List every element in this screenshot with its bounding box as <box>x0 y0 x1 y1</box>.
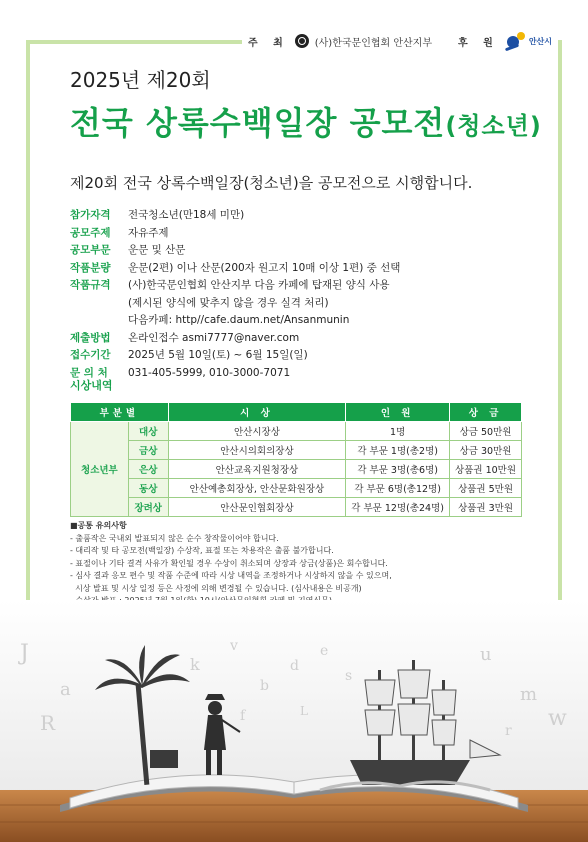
svg-text:R: R <box>40 711 56 735</box>
table-row <box>71 498 522 517</box>
intro-text: 제20회 전국 상록수백일장(청소년)을 공모전으로 시행합니다. <box>70 174 473 192</box>
info-row-eligibility <box>70 207 400 225</box>
svg-text:b: b <box>260 678 269 694</box>
header-division: 부분별 <box>71 403 169 422</box>
info-value-line: (제시된 양식에 맞추지 않을 경우 실격 처리) <box>128 296 329 309</box>
svg-text:J: J <box>20 641 29 666</box>
count-cell: 각 부문 3명(총6명) <box>346 460 450 479</box>
header-count: 인 원 <box>346 403 450 422</box>
svg-text:f: f <box>240 708 246 724</box>
prize-cell: 상금 50만원 <box>450 422 522 441</box>
prize-cell: 상품권 5만원 <box>450 479 522 498</box>
category-cell: 청소년부 <box>71 422 129 517</box>
svg-text:a: a <box>60 679 71 700</box>
svg-text:k: k <box>190 655 200 674</box>
table-row <box>71 441 522 460</box>
host-label: 주 최 <box>247 37 289 49</box>
award-cell: 안산교육지원청장상 <box>168 460 346 479</box>
header-prize: 상 금 <box>450 403 522 422</box>
count-cell: 1명 <box>346 422 450 441</box>
svg-text:L: L <box>300 704 308 718</box>
info-row-contact <box>70 365 400 383</box>
info-key: 공모부문 <box>70 244 111 256</box>
award-cell: 안산시의회의장상 <box>168 441 346 460</box>
host-name: (사)한국문인협회 안산지부 <box>314 37 432 49</box>
grade-cell: 은상 <box>128 460 168 479</box>
award-cell: 안산시장상 <box>168 422 346 441</box>
table-header-row <box>71 403 522 422</box>
note-item: - 대리작 및 타 공모전(백일장) 수상작, 표절 또는 차용작은 출품 불가합니다. <box>70 546 334 555</box>
support-label: 후 원 <box>458 37 499 49</box>
header-award: 시 상 <box>168 403 346 422</box>
grade-cell: 대상 <box>128 422 168 441</box>
table-row <box>71 460 522 479</box>
info-row-genre <box>70 242 400 260</box>
title-suffix: (청소년) <box>445 112 542 140</box>
info-value: 자유주제 <box>128 226 169 239</box>
note-item: - 출품작은 국내외 발표되지 않은 순수 창작물이어야 합니다. <box>70 533 279 543</box>
svg-text:r: r <box>505 723 512 739</box>
info-list <box>70 207 400 382</box>
writers-association-logo-icon <box>295 34 309 48</box>
info-value: 2025년 5월 10일(토) ~ 6월 15일(일) <box>128 349 308 361</box>
grade-cell: 장려상 <box>128 498 168 517</box>
info-row-format <box>70 277 400 330</box>
svg-text:s: s <box>345 668 353 684</box>
page-title <box>70 98 542 144</box>
info-key: 작품규격 <box>70 279 111 291</box>
info-row-submission <box>70 330 400 348</box>
info-key: 참가자격 <box>70 209 111 221</box>
title-text: 전국 상록수백일장 공모전 <box>70 104 446 142</box>
awards-heading: 시상내역 <box>70 379 113 392</box>
open-book-illustration <box>0 600 588 842</box>
svg-text:w: w <box>548 706 567 731</box>
grade-cell: 금상 <box>128 441 168 460</box>
city-logo <box>505 32 552 50</box>
info-row-theme <box>70 225 400 243</box>
submission-email[interactable]: 온라인접수 asmi7777@naver.com <box>128 331 300 344</box>
svg-text:u: u <box>480 644 492 665</box>
prize-cell: 상품권 3만원 <box>450 498 522 517</box>
count-cell: 각 부문 12명(총24명) <box>346 498 450 517</box>
svg-text:e: e <box>320 643 329 659</box>
svg-text:m: m <box>520 684 538 705</box>
info-row-period <box>70 347 400 365</box>
info-value <box>128 277 390 330</box>
note-item: 시상 발표 및 시상 일정 등은 사정에 의해 변경될 수 있습니다. (심사내용은 비공개) <box>70 583 362 593</box>
info-value: 전국청소년(만18세 미만) <box>128 209 245 221</box>
notes-heading: ■공통 유의사항 <box>70 521 127 530</box>
year-line: 2025년 제20회 <box>70 68 211 92</box>
count-cell: 각 부문 1명(총2명) <box>346 441 450 460</box>
cafe-link[interactable]: 다음카페: http//cafe.daum.net/Ansanmunin <box>128 314 350 326</box>
support-name: 안산시 <box>528 36 552 46</box>
svg-text:d: d <box>290 658 299 674</box>
count-cell: 각 부문 6명(총12명) <box>346 479 450 498</box>
contact-phone: 031-405-5999, 010-3000-7071 <box>128 366 291 379</box>
grade-cell: 동상 <box>128 479 168 498</box>
prize-cell: 상금 30만원 <box>450 441 522 460</box>
info-key: 접수기간 <box>70 349 111 361</box>
info-value: 운문(2편) 이나 산문(200자 원고지 10매 이상 1편) 중 선택 <box>128 261 401 274</box>
info-value: 운문 및 산문 <box>128 244 186 256</box>
ansan-city-emblem-icon <box>505 32 527 50</box>
table-row <box>71 422 522 441</box>
table-row <box>71 479 522 498</box>
info-row-length <box>70 260 400 278</box>
note-item: - 심사 결과 응모 편수 및 작품 수준에 따라 시상 내역을 조정하거나 시상하지 않을 수 있으며, <box>70 571 392 580</box>
treasure-chest-graphic <box>150 750 178 768</box>
note-item: - 표절이나 기타 결격 사유가 확인될 경우 수상이 취소되며 상장과 상금(상품)은 회수합니다. <box>70 558 388 568</box>
awards-table <box>70 402 522 517</box>
info-value-line: (사)한국문인협회 안산지부 다음 카페에 탑재된 양식 사용 <box>128 279 390 291</box>
prize-cell: 상품권 10만원 <box>450 460 522 479</box>
book-scene-graphic <box>0 600 588 842</box>
info-key: 작품분량 <box>70 261 111 274</box>
info-key: 문 의 처 <box>70 366 108 379</box>
svg-text:v: v <box>230 638 238 654</box>
info-key: 공모주제 <box>70 226 111 239</box>
award-cell: 안산문인협회장상 <box>168 498 346 517</box>
info-key: 제출방법 <box>70 331 111 344</box>
award-cell: 안산예총회장상, 안산문화원장상 <box>168 479 346 498</box>
sponsor-bar <box>242 30 558 52</box>
